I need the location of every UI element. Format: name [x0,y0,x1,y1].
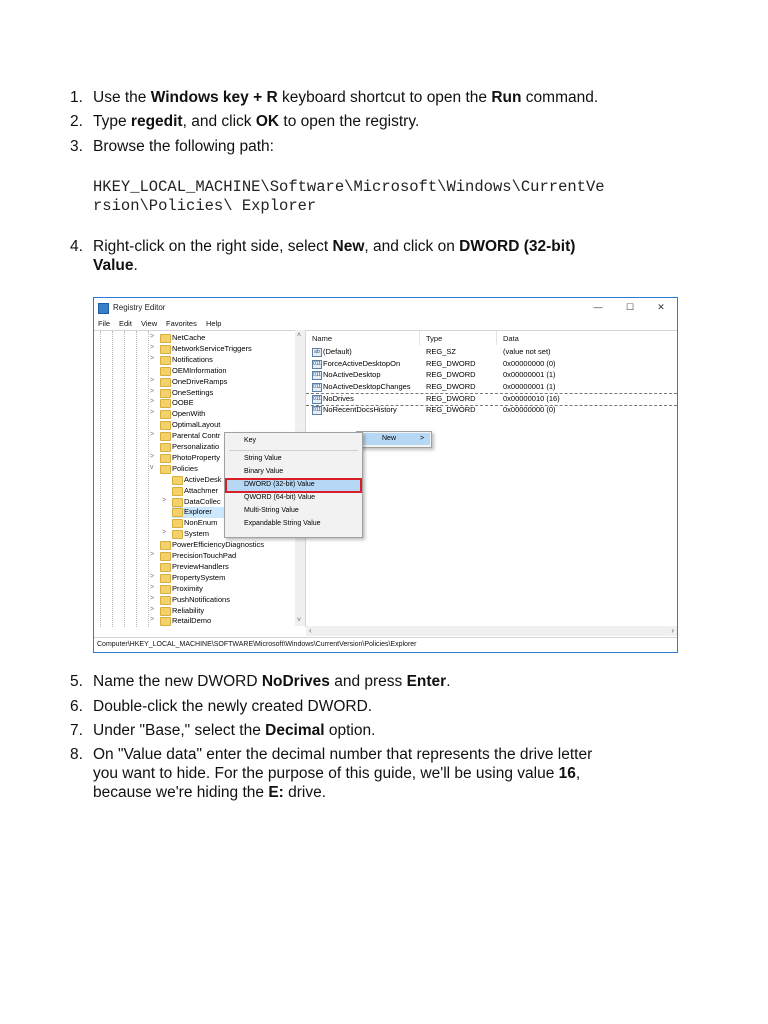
tree-item-label: Policies [172,463,198,473]
menu-item-binary-value[interactable]: Binary Value [244,468,284,475]
tree-guide-line [148,331,149,627]
expand-arrow-icon[interactable]: > [150,343,155,351]
highlight-box [225,478,362,493]
folder-icon [160,465,171,474]
tree-item[interactable] [150,376,294,388]
step-number: 6. [70,698,83,715]
tree-item[interactable] [150,572,294,584]
folder-icon [160,378,171,387]
expand-arrow-icon[interactable]: v [150,463,154,471]
expand-arrow-icon[interactable]: > [150,398,155,406]
folder-icon [172,530,183,539]
scroll-up-icon[interactable]: ˄ [297,332,302,339]
folder-icon [172,519,183,528]
folder-icon [160,454,171,463]
value-type: REG_DWORD [426,405,476,414]
step-number: 5. [70,673,83,690]
tree-item-label: OneSettings [172,387,214,397]
value-data: 0x00000000 (0) [503,358,556,368]
tree-item-label: PreviewHandlers [172,561,229,571]
tree-item-label: Parental Contr [172,431,221,441]
column-divider [496,331,497,345]
tree-item-label: System [184,529,210,539]
menu-item-multi-string-value[interactable]: Multi-String Value [244,507,299,514]
tree-item[interactable] [150,398,294,409]
menu-edit[interactable]: Edit [119,319,132,328]
folder-icon [172,498,183,507]
value-type: REG_SZ [426,347,457,356]
expand-arrow-icon[interactable]: > [150,387,155,395]
folder-icon [160,345,171,354]
tree-item-label: OneDriveRamps [172,376,228,386]
step-number: 1. [70,89,83,106]
tree-item[interactable] [150,354,294,366]
expand-arrow-icon[interactable]: > [150,354,155,362]
menu-favorites[interactable]: Favorites [166,319,197,328]
tree-item-label: Attachmer [184,485,219,495]
tree-item[interactable] [150,333,294,344]
step-text [93,672,693,691]
step-text [93,237,693,275]
tree-item[interactable] [150,387,294,399]
expand-arrow-icon[interactable]: > [162,529,167,537]
status-path: Computer\HKEY_LOCAL_MACHINE\SOFTWARE\Microsoft\Windows\CurrentVersion\Policies\Explorer [97,641,417,648]
text-segment: , and click on [364,238,460,255]
tree-item[interactable] [160,540,294,551]
folder-icon [172,487,183,496]
column-type[interactable]: Type [426,334,443,343]
dword-value-icon: 011 [313,407,321,413]
folder-icon [160,367,171,376]
bold-text: DWORD (32-bit) [459,238,576,255]
text-segment: option. [324,722,376,739]
folder-icon [160,574,171,583]
value-data: (value not set) [503,347,551,356]
tree-item-label: ActiveDesk [184,474,222,484]
menu-file[interactable]: File [98,319,111,328]
folder-icon [160,617,171,626]
step-text [93,745,693,802]
step-number: 7. [70,722,83,739]
value-name: NoDrives [323,394,354,404]
bold-text: E: [268,784,284,801]
bold-text: OK [255,113,280,130]
dword-value-icon: 011 [313,383,321,390]
expand-arrow-icon[interactable]: > [150,551,155,558]
tree-guide-line [100,331,101,627]
menu-item-dword-value[interactable]: DWORD (32-bit) Value [225,479,362,491]
tree-item-label: RetailDemo [172,616,212,626]
registry-editor-window [93,297,678,653]
folder-icon [160,421,171,430]
tree-guide-line [124,331,125,627]
expand-arrow-icon[interactable]: > [150,376,155,384]
text-segment: On "Value data" enter the decimal number that represents the drive letter [93,746,593,763]
step-text: Browse the following path: [93,138,274,155]
tree-item[interactable] [160,420,294,431]
folder-icon [160,432,171,441]
expand-arrow-icon[interactable]: > [150,605,155,613]
tree-item-label: Notifications [172,354,213,364]
column-data[interactable]: Data [503,334,519,343]
tree-item-label: DataCollec [184,496,221,506]
tree-item[interactable] [160,562,294,573]
dword-value-icon: 011 [313,396,321,403]
folder-icon [160,541,171,550]
window-title: Registry Editor [113,303,166,312]
tree-item[interactable] [150,409,294,420]
folder-icon [172,508,183,517]
value-type: REG_DWORD [426,381,476,391]
folder-icon [160,552,171,561]
new-menu-item[interactable] [358,433,430,445]
menu-item-expandable-string-value[interactable]: Expandable String Value [244,520,321,527]
folder-icon [160,585,171,594]
tree-item[interactable] [150,605,294,617]
text-segment: keyboard shortcut to open the [277,89,492,106]
close-button[interactable]: ✕ [657,302,665,312]
tree-item-label: Explorer [184,507,212,517]
folder-icon [160,607,171,616]
expand-arrow-icon[interactable]: > [150,572,155,580]
expand-arrow-icon[interactable]: > [150,409,155,417]
folder-icon [160,443,171,452]
folder-icon [160,389,171,398]
tree-item-label: PhotoProperty [172,452,220,462]
text-segment: you want to hide. For the purpose of this guide, we'll be using value [93,765,559,782]
status-bar [94,637,677,652]
registry-path-line-1: HKEY_LOCAL_MACHINE\Software\Microsoft\Windows\CurrentVe [93,178,605,196]
tree-item-label: OpenWith [172,409,206,419]
value-row[interactable] [306,359,677,370]
value-type: REG_DWORD [426,358,476,368]
step-text [93,721,693,740]
folder-icon [160,563,171,572]
value-name: ForceActiveDesktopOn [323,358,401,368]
tree-item-label: Personalizatio [172,442,220,451]
horizontal-scrollbar[interactable] [306,626,677,636]
folder-icon [160,596,171,605]
tree-item-label: NetworkServiceTriggers [172,343,252,353]
tree-item-label: PushNotifications [172,594,230,604]
tree-item[interactable] [160,366,294,377]
expand-arrow-icon[interactable]: > [150,616,155,624]
value-row[interactable] [306,370,677,381]
tree-item[interactable] [150,583,294,595]
value-row[interactable] [306,405,677,416]
step-text [93,88,693,107]
value-name: (Default) [323,347,352,356]
tree-item-label: Proximity [172,583,203,593]
expand-arrow-icon[interactable]: > [150,583,155,591]
value-row[interactable] [306,382,677,393]
text-segment: Under "Base," select the [93,722,266,739]
folder-icon [160,410,171,419]
text-segment: Right-click on the right side, select [93,238,333,255]
text-segment: Use the [93,89,151,106]
title-bar [94,298,677,318]
menu-bar [94,318,677,329]
step-number: 2. [70,113,83,130]
scroll-right-icon[interactable]: › [671,626,674,635]
menu-help[interactable]: Help [206,319,222,328]
bold-text: New [332,238,365,255]
bold-text: Windows key + R [150,89,278,106]
tree-item-label: OOBE [172,398,194,408]
tree-item-label: OptimalLayout [172,420,221,430]
text-segment: and press [329,673,407,690]
new-menu-label: New [382,435,397,442]
string-value-icon: ab [312,348,322,357]
text-segment: Type [93,113,131,130]
expand-arrow-icon[interactable]: > [150,431,155,439]
text-segment: command. [521,89,599,106]
tree-item-label: PrecisionTouchPad [172,551,237,560]
text-segment: , and click [182,113,256,130]
tree-item-label: Reliability [172,605,205,615]
expand-arrow-icon[interactable]: > [150,333,155,340]
menu-separator [229,450,358,451]
registry-path-line-2: rsion\Policies\ Explorer [93,197,317,215]
bold-text: 16 [558,765,576,782]
tree-item[interactable] [150,594,294,606]
tree-item-label: PropertySystem [172,572,226,582]
value-name: NoRecentDocsHistory [323,405,397,414]
text-segment: . [133,257,138,274]
folder-icon [160,356,171,365]
tree-guide-line [112,331,113,627]
tree-item[interactable] [150,343,294,355]
bold-text: Enter [406,673,447,690]
text-segment: , [575,765,581,782]
maximize-button[interactable]: ☐ [625,302,635,312]
tree-item[interactable] [150,616,294,627]
tree-item-label: NonEnum [184,518,218,528]
expand-arrow-icon[interactable]: > [150,594,155,602]
step-number: 8. [70,746,83,763]
tree-item-label: PowerEfficiencyDiagnostics [172,540,264,550]
folder-icon [160,334,171,343]
bold-text: Decimal [265,722,325,739]
expand-arrow-icon[interactable]: > [162,496,167,504]
menu-item-qword-value[interactable]: QWORD (64-bit) Value [244,494,316,501]
tree-item[interactable] [150,551,294,562]
menu-view[interactable]: View [141,319,158,328]
bold-text: Value [93,257,134,274]
column-name[interactable]: Name [312,334,333,343]
tree-guide-line [136,331,137,627]
minimize-button[interactable]: — [593,302,603,312]
bold-text: regedit [130,113,183,130]
value-type: REG_DWORD [426,394,476,404]
step-text [93,112,693,131]
text-segment: to open the registry. [279,113,420,130]
scroll-down-icon[interactable]: ˅ [297,617,302,624]
value-name: NoActiveDesktop [323,370,381,380]
chevron-right-icon: > [420,435,425,442]
value-type: REG_DWORD [426,370,476,380]
tree-item-label: NetCache [172,333,206,342]
dword-value-icon: 011 [313,372,321,379]
step-number: 4. [70,238,83,255]
value-data: 0x00000001 (1) [503,370,556,380]
folder-icon [160,399,171,408]
bold-text: NoDrives [261,673,330,690]
expand-arrow-icon[interactable]: > [150,452,155,460]
dword-value-icon: 011 [313,360,321,367]
text-segment: drive. [283,784,327,801]
value-data: 0x00000000 (0) [503,405,556,414]
regedit-icon [98,303,109,314]
text-segment: Name the new DWORD [93,673,262,690]
column-divider [419,331,420,345]
value-name: NoActiveDesktopChanges [323,381,411,391]
menu-item-string-value[interactable]: String Value [244,455,282,462]
step-number: 3. [70,138,83,155]
tree-item-label: OEMInformation [172,365,227,375]
folder-icon [172,476,183,485]
text-segment: . [446,673,451,690]
bold-text: Run [491,89,522,106]
scroll-left-icon[interactable]: ‹ [309,626,312,635]
text-segment: because we're hiding the [93,784,269,801]
step-text: Double-click the newly created DWORD. [93,698,373,715]
value-data: 0x00000010 (16) [503,394,560,404]
value-row[interactable] [306,347,677,358]
menu-item-key[interactable]: Key [244,437,257,444]
value-data: 0x00000001 (1) [503,381,556,391]
new-menu [356,431,432,448]
